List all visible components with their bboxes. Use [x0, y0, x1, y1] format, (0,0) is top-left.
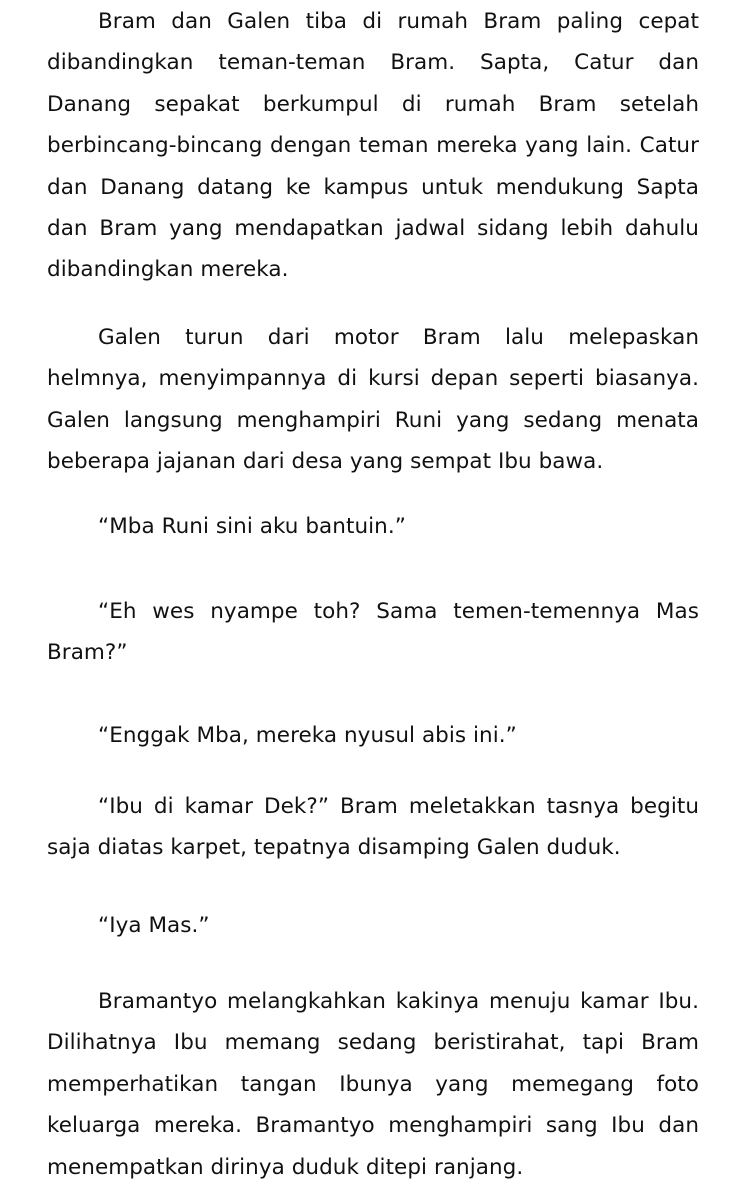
paragraph-4: “Eh wes nyampe toh? Sama temen-temennya Mas Bram?” — [47, 599, 699, 666]
paragraph-7: “Iya Mas.” — [98, 913, 210, 938]
paragraph-8: Bramantyo melangkahkan kakinya menuju kamar Ibu. Dilihatnya Ibu memang sedang beristirahat, tapi Bram memperhatikan tangan Ibunya yang memegang foto keluarga mereka. Bramantyo menghampiri sang Ibu dan menempatkan dirinya duduk ditepi ranjang. — [47, 989, 699, 1180]
paragraph-6: “Ibu di kamar Dek?” Bram meletakkan tasnya begitu saja diatas karpet, tepatnya disamping Galen duduk. — [47, 794, 699, 861]
paragraph-2: Galen turun dari motor Bram lalu melepaskan helmnya, menyimpannya di kursi depan seperti biasanya. Galen langsung menghampiri Runi yang sedang menata beberapa jajanan dari desa yang sempat Ibu bawa. — [47, 325, 699, 475]
paragraph-3: “Mba Runi sini aku bantuin.” — [98, 514, 406, 539]
paragraph-1: Bram dan Galen tiba di rumah Bram paling cepat dibandingkan teman-teman Bram. Sapta, Catur dan Danang sepakat berkumpul di rumah Bram setelah berbincang-bincang dengan teman mereka yang lain. Catur dan Danang datang ke kampus untuk mendukung Sapta dan Bram yang mendapatkan jadwal sidang lebih dahulu dibandingkan mereka. — [47, 9, 699, 283]
paragraph-5: “Enggak Mba, mereka nyusul abis ini.” — [98, 723, 517, 748]
